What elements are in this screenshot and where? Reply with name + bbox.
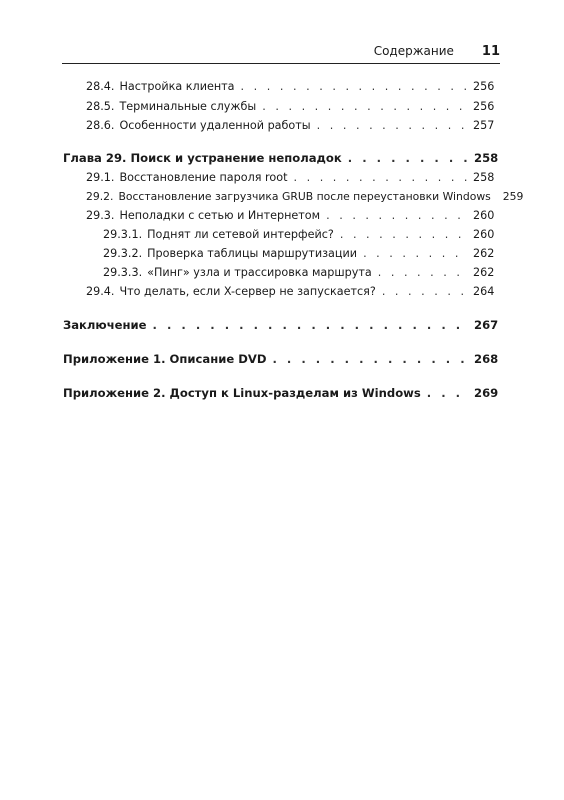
- toc-entry-28-4[interactable]: [86, 80, 493, 94]
- toc-entry-title: Поднят ли сетевой интерфейс?: [147, 228, 334, 241]
- toc-entry-number: 28.6.: [86, 119, 115, 132]
- toc-entry-page: 258: [473, 171, 495, 184]
- toc-entry-title: Приложение 1. Описание DVD: [63, 352, 267, 366]
- toc-entry-number: 28.4.: [86, 80, 115, 93]
- toc-entry-number: 29.4.: [86, 285, 115, 298]
- toc-entry-title: Восстановление пароля root: [119, 171, 288, 184]
- toc-entry-page: 267: [474, 318, 499, 332]
- toc-entry-title: Восстановление загрузчика GRUB после переустановки Windows: [118, 190, 491, 203]
- toc-entry-28-5[interactable]: [86, 100, 493, 114]
- toc-entry-page: 256: [473, 80, 495, 93]
- toc-leader-dots: [241, 80, 467, 94]
- page-number: 11: [481, 44, 500, 59]
- toc-entry-page: 262: [473, 266, 495, 279]
- toc-entry-29-1[interactable]: [86, 171, 493, 185]
- toc-entry-title: Особенности удаленной работы: [119, 119, 311, 132]
- toc-leader-dots: [317, 119, 467, 133]
- toc-leader-dots: [153, 318, 468, 332]
- toc-entry-29-4[interactable]: [86, 285, 493, 299]
- toc-conclusion[interactable]: [63, 318, 499, 332]
- toc-leader-dots: [340, 228, 467, 242]
- toc-entry-number: 29.3.2.: [103, 247, 143, 260]
- toc-entry-title: Глава 29. Поиск и устранение неполадок: [63, 151, 342, 165]
- toc-entry-page: 260: [473, 228, 495, 241]
- toc-entry-page: 259: [502, 190, 524, 203]
- toc-entry-page: 258: [474, 151, 499, 165]
- toc-leader-dots: [378, 266, 467, 280]
- toc-leader-dots: [293, 171, 467, 185]
- toc-appendix-1[interactable]: [63, 352, 499, 366]
- toc-entry-29-3-1[interactable]: [103, 228, 493, 242]
- toc-entry-29-3-3[interactable]: [103, 266, 493, 280]
- toc-entry-page: 260: [473, 209, 495, 222]
- toc-entry-title: Неполадки с сетью и Интернетом: [119, 209, 321, 222]
- toc-entry-page: 262: [473, 247, 495, 260]
- toc-leader-dots: [382, 285, 467, 299]
- toc-entry-title: Заключение: [63, 318, 147, 332]
- toc-entry-29-2[interactable]: [86, 190, 524, 204]
- toc-entry-page: 268: [474, 352, 499, 366]
- toc-entry-page: 269: [474, 386, 499, 400]
- toc-leader-dots: [326, 209, 467, 223]
- toc-entry-title: Проверка таблицы маршрутизации: [147, 247, 358, 260]
- toc-entry-title: Терминальные службы: [119, 100, 257, 113]
- toc-entry-number: 29.3.1.: [103, 228, 143, 241]
- toc-entry-page: 257: [473, 119, 495, 132]
- toc-appendix-2[interactable]: [63, 386, 499, 400]
- toc-entry-title: Настройка клиента: [119, 80, 235, 93]
- toc-entry-title: Приложение 2. Доступ к Linux-разделам из Windows: [63, 386, 421, 400]
- toc-entry-28-6[interactable]: [86, 119, 493, 133]
- toc-leader-dots: [427, 386, 468, 400]
- toc-entry-number: 29.1.: [86, 171, 115, 184]
- toc-leader-dots: [363, 247, 467, 261]
- toc-leader-dots: [348, 151, 468, 165]
- toc-leader-dots: [262, 100, 467, 114]
- toc-entry-number: 29.3.: [86, 209, 115, 222]
- toc-entry-title: «Пинг» узла и трассировка маршрута: [147, 266, 372, 279]
- toc-entry-number: 28.5.: [86, 100, 115, 113]
- toc-entry-number: 29.3.3.: [103, 266, 143, 279]
- toc-entry-29-3[interactable]: [86, 209, 493, 223]
- toc-entry-title: Что делать, если X-сервер не запускается?: [119, 285, 376, 298]
- toc-entry-page: 256: [473, 100, 495, 113]
- toc-chapter-29[interactable]: [63, 151, 499, 165]
- toc-entry-number: 29.2.: [86, 190, 114, 203]
- running-header-section: Содержание: [373, 44, 454, 58]
- toc-entry-29-3-2[interactable]: [103, 247, 493, 261]
- toc-leader-dots: [272, 352, 468, 366]
- toc-entry-page: 264: [473, 285, 495, 298]
